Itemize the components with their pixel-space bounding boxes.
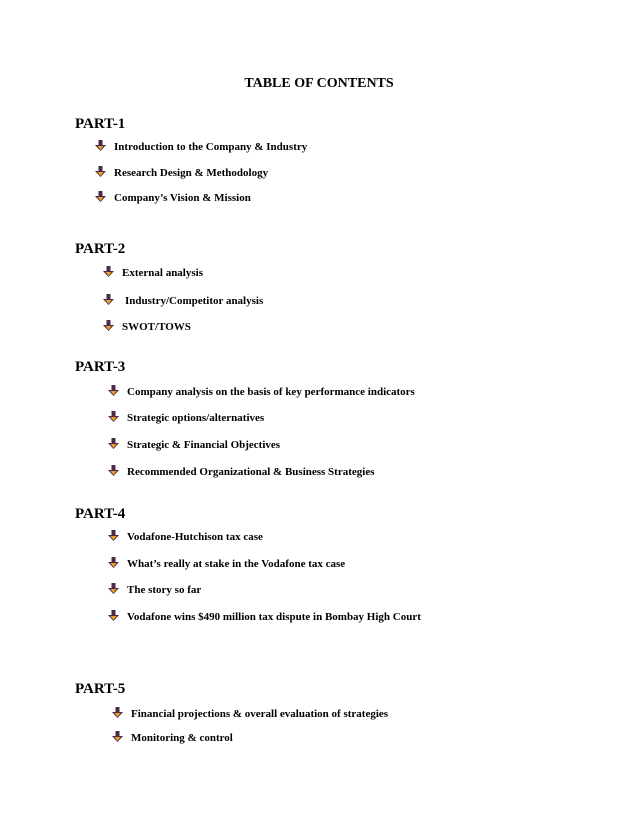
toc-item[interactable] <box>108 530 263 543</box>
toc-item-label: Recommended Organizational & Business Strategies <box>127 466 375 478</box>
arrow-down-bullet-icon <box>112 731 123 742</box>
toc-item[interactable] <box>95 140 307 153</box>
arrow-down-bullet-icon <box>103 320 114 331</box>
toc-item[interactable] <box>95 166 268 179</box>
arrow-down-bullet-icon <box>103 266 114 277</box>
toc-item[interactable] <box>108 557 345 570</box>
toc-item[interactable] <box>103 320 191 333</box>
toc-item[interactable] <box>95 191 251 204</box>
toc-item-label: Introduction to the Company & Industry <box>114 141 308 153</box>
arrow-down-bullet-icon <box>95 166 106 177</box>
toc-item[interactable] <box>108 465 374 478</box>
toc-item-label: Company analysis on the basis of key performance indicators <box>127 386 415 398</box>
part-4-heading: PART-4 <box>75 506 126 522</box>
part-2-heading: PART-2 <box>75 241 126 257</box>
toc-item[interactable] <box>108 610 421 623</box>
toc-item[interactable] <box>108 583 201 596</box>
arrow-down-bullet-icon <box>103 294 114 305</box>
toc-item[interactable] <box>103 294 263 307</box>
toc-item[interactable] <box>103 266 203 279</box>
toc-item-label: Research Design & Methodology <box>114 167 269 179</box>
arrow-down-bullet-icon <box>95 140 106 151</box>
toc-item-label: Company’s Vision & Mission <box>114 192 251 204</box>
arrow-down-bullet-icon <box>108 438 119 449</box>
toc-item-label: Vodafone wins $490 million tax dispute in Bombay High Court <box>127 611 421 623</box>
arrow-down-bullet-icon <box>108 385 119 396</box>
arrow-down-bullet-icon <box>108 583 119 594</box>
part-5-heading: PART-5 <box>75 681 126 697</box>
arrow-down-bullet-icon <box>108 530 119 541</box>
toc-item[interactable] <box>112 707 388 720</box>
toc-item-label: Vodafone-Hutchison tax case <box>127 531 263 543</box>
toc-item[interactable] <box>108 411 264 424</box>
toc-item-label: Strategic & Financial Objectives <box>127 439 281 451</box>
toc-item[interactable] <box>112 731 233 744</box>
toc-item-label: Industry/Competitor analysis <box>125 295 264 307</box>
arrow-down-bullet-icon <box>108 557 119 568</box>
toc-item-label: Strategic options/alternatives <box>127 412 265 424</box>
toc-item[interactable] <box>108 385 415 398</box>
toc-item-label: Financial projections & overall evaluation of strategies <box>131 708 389 720</box>
page-title: TABLE OF CONTENTS <box>244 76 394 91</box>
arrow-down-bullet-icon <box>112 707 123 718</box>
part-1-heading: PART-1 <box>75 116 126 132</box>
toc-item-label: External analysis <box>122 267 203 279</box>
part-3-heading: PART-3 <box>75 359 126 375</box>
toc-item-label: SWOT/TOWS <box>122 321 191 333</box>
arrow-down-bullet-icon <box>108 411 119 422</box>
toc-item-label: What’s really at stake in the Vodafone tax case <box>127 558 346 570</box>
toc-item-label: Monitoring & control <box>131 732 233 744</box>
arrow-down-bullet-icon <box>108 465 119 476</box>
arrow-down-bullet-icon <box>108 610 119 621</box>
arrow-down-bullet-icon <box>95 191 106 202</box>
toc-item-label: The story so far <box>127 584 202 596</box>
toc-item[interactable] <box>108 438 280 451</box>
